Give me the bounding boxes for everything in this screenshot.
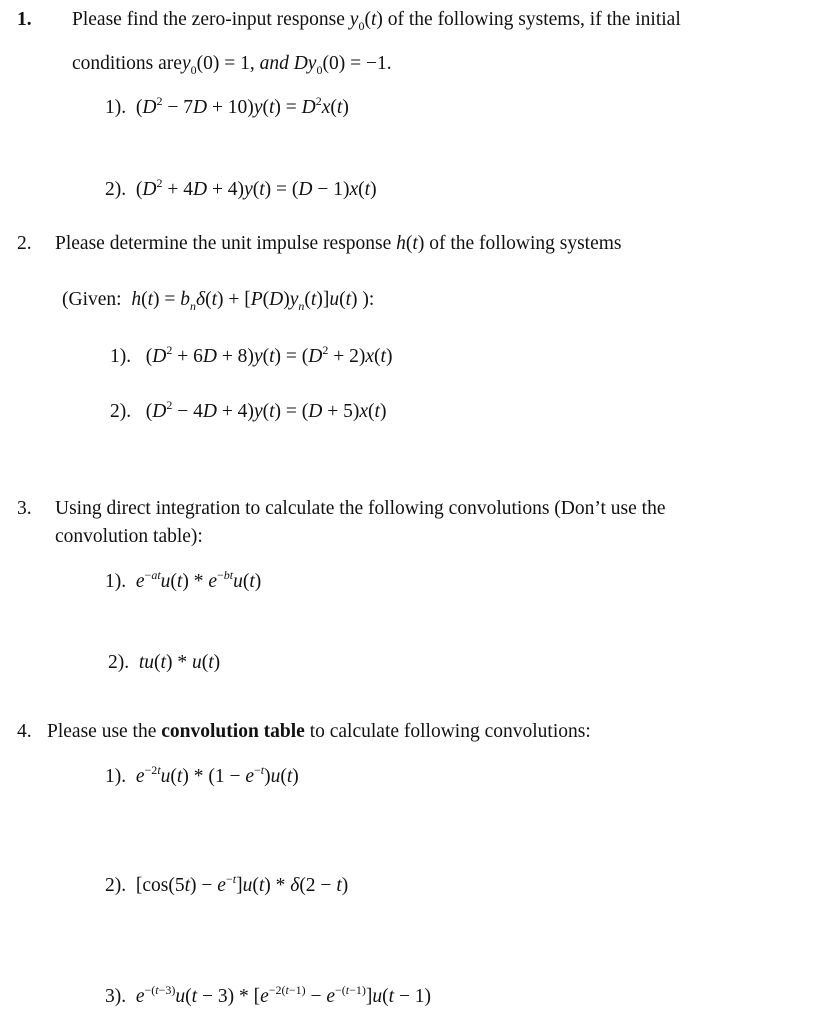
q1-sub2-label: 2). [105,179,127,200]
q1-number: 1. [17,9,32,30]
q4-sub2-label: 2). [105,875,127,896]
q1-line2-e: and [259,53,289,74]
q2-text-b: of the following systems [424,233,622,254]
q3-sub2-label: 2). [108,652,130,673]
q4-text-bold: convolution table [161,721,305,742]
q2-sub1-label: 1). [110,346,132,367]
q2-sub2-label: 2). [110,401,132,422]
q3-line2: convolution table): [55,526,203,547]
q1-text-a: Please find the zero-input response [72,9,350,30]
q1-line2-c: 0 [190,63,197,77]
q3-sub1: 1). $e^{-at}u(t) * e^{-bt}u(t)$ [105,568,262,592]
q2-given-label: (Given: [62,289,122,310]
q1-sub2: 2). $(D^2 + 4D + 4)y(t) = (D - 1)x(t)$ [105,176,377,200]
q4-text-a: Please use the [47,721,162,742]
q1-y0-expr: y [349,9,359,30]
q1-line2-f: Dy [288,53,317,74]
q1-sub1-label: 1). [105,97,127,118]
q4-sub3: 3). $e^{-(t-3)}u(t - 3) * [e^{-2(t-1)} - e^{-(t-1)}]u(t - 1)$ [105,983,432,1007]
q2-number: 2. [17,233,32,254]
q1-line2-d: (0) = 1, [196,53,260,74]
q4-text-b: to calculate following convolutions: [304,721,591,742]
q2-sub2: 2). $(D^2 - 4D + 4)y(t) = (D + 5)x(t)$ [110,398,387,422]
q1-line2-a: conditions are [72,53,182,74]
q2-given: (Given: $h(t) = b_n\delta(t) + [P(D)y_n(t)]u(t)$ ): [62,289,375,313]
q4-sub3-label: 3). [105,986,127,1007]
q4-number: 4. [17,721,32,742]
q4-sub1: 1). $e^{-2t}u(t) * (1 - e^{-t})u(t)$ [105,763,299,787]
q1-line2-b: y [181,53,191,74]
q2-line1: Please determine the unit impulse response h(t) of the following systems [55,233,622,254]
q3-sub1-label: 1). [105,571,127,592]
q4-line1 [47,720,591,744]
q3-sub2: 2). tu(t) * u(t) [108,652,221,673]
q2-given-close: ): [357,289,375,310]
q2-sub1: 1). $(D^2 + 6D + 8)y(t) = (D^2 + 2)x(t)$ [110,343,393,367]
q4-sub2: 2). $[\cos(5t) - e^{-t}]u(t) * \delta(2 - t)$ [105,872,349,896]
q1-line2 [72,52,392,76]
q1-text-b: of the following systems, if the initial [382,9,681,30]
q3-line1: Using direct integration to calculate the following convolutions (Don’t use the [55,498,666,519]
q1-line2-g: 0 [316,63,323,77]
q1-sub1: 1). $(D^2 - 7D + 10)y(t) = D^2x(t)$ [105,94,349,118]
q2-text-a: Please determine the unit impulse response [55,233,397,254]
q1-line1: Please find the zero-input response $y_0(t)$ of the following systems, if the initial [72,9,681,33]
q1-line2-h: (0) = −1. [322,53,392,74]
q3-number: 3. [17,498,32,519]
q4-sub1-label: 1). [105,766,127,787]
